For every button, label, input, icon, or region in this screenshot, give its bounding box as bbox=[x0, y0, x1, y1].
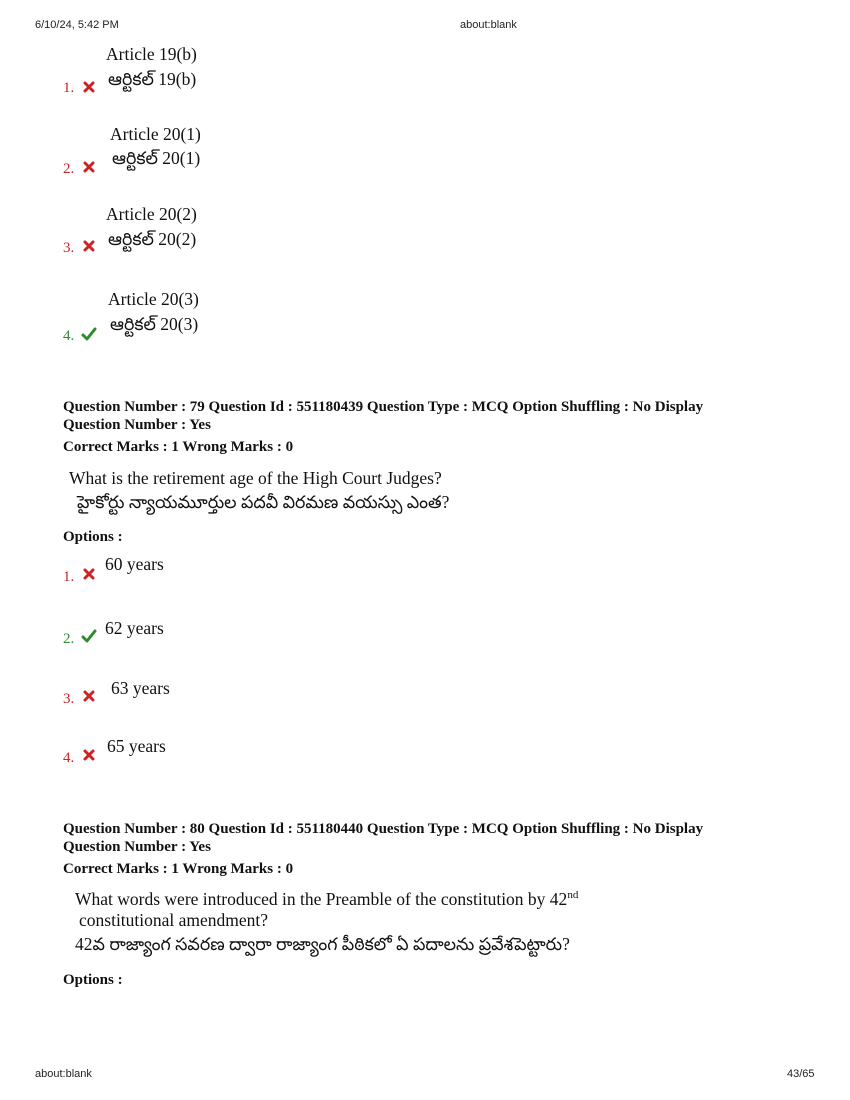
question-text-en-cont: constitutional amendment? bbox=[79, 910, 269, 930]
question-text-te: హైకోర్టు న్యాయమూర్తుల పదవీ విరమణ వయస్సు ఎంత? bbox=[77, 492, 450, 512]
option-number: 1. bbox=[63, 569, 75, 585]
option-number: 4. bbox=[63, 328, 75, 344]
option-text: 60 years bbox=[105, 554, 164, 574]
option-number: 2. bbox=[63, 161, 75, 177]
wrong-icon bbox=[82, 689, 96, 703]
page-number: 43/65 bbox=[787, 1068, 815, 1080]
option-text-te: ఆర్టికల్ 20(1) bbox=[112, 148, 201, 168]
question-meta-2: Question Number : Yes bbox=[63, 417, 211, 433]
check-icon bbox=[81, 327, 97, 341]
option-text-en: Article 20(3) bbox=[108, 289, 199, 309]
option-number: 2. bbox=[63, 631, 75, 647]
wrong-icon bbox=[82, 239, 96, 253]
question-meta: Question Number : 79 Question Id : 551180439 Question Type : MCQ Option Shuffling : No Display bbox=[63, 399, 704, 415]
option-text-te: ఆర్టికల్ 20(2) bbox=[108, 229, 197, 249]
question-meta-2: Question Number : Yes bbox=[63, 839, 211, 855]
question-text-en-main: What words were introduced in the Preamble of the constitution by 42 bbox=[75, 888, 568, 909]
wrong-icon bbox=[82, 748, 96, 762]
option-text-te: ఆర్టికల్ 19(b) bbox=[108, 69, 197, 89]
question-text-en: What is the retirement age of the High Court Judges? bbox=[69, 468, 442, 488]
option-text: 62 years bbox=[105, 618, 164, 638]
options-label: Options : bbox=[63, 972, 123, 988]
print-footer-url: about:blank bbox=[35, 1068, 92, 1080]
option-text-en: Article 20(2) bbox=[106, 204, 197, 224]
option-number: 3. bbox=[63, 691, 75, 707]
question-text-te: 42వ రాజ్యాంగ సవరణ ద్వారా రాజ్యాంగ పీఠికలో ఏ పదాలను ప్రవేశపెట్టారు? bbox=[75, 934, 570, 954]
option-number: 1. bbox=[63, 80, 75, 96]
check-icon bbox=[81, 629, 97, 643]
wrong-icon bbox=[82, 80, 96, 94]
option-number: 4. bbox=[63, 750, 75, 766]
option-text-en: Article 19(b) bbox=[106, 44, 197, 64]
option-text: 65 years bbox=[107, 736, 166, 756]
option-text-te: ఆర్టికల్ 20(3) bbox=[110, 314, 199, 334]
question-meta: Question Number : 80 Question Id : 551180440 Question Type : MCQ Option Shuffling : No Display bbox=[63, 821, 704, 837]
wrong-icon bbox=[82, 160, 96, 174]
print-datetime: 6/10/24, 5:42 PM bbox=[35, 19, 119, 31]
marks-info: Correct Marks : 1 Wrong Marks : 0 bbox=[63, 439, 294, 455]
wrong-icon bbox=[82, 567, 96, 581]
marks-info: Correct Marks : 1 Wrong Marks : 0 bbox=[63, 861, 294, 877]
print-title: about:blank bbox=[460, 19, 517, 31]
options-label: Options : bbox=[63, 529, 123, 545]
option-number: 3. bbox=[63, 240, 75, 256]
ordinal-suffix: nd bbox=[567, 889, 579, 901]
option-text-en: Article 20(1) bbox=[110, 124, 201, 144]
option-text: 63 years bbox=[111, 678, 170, 698]
